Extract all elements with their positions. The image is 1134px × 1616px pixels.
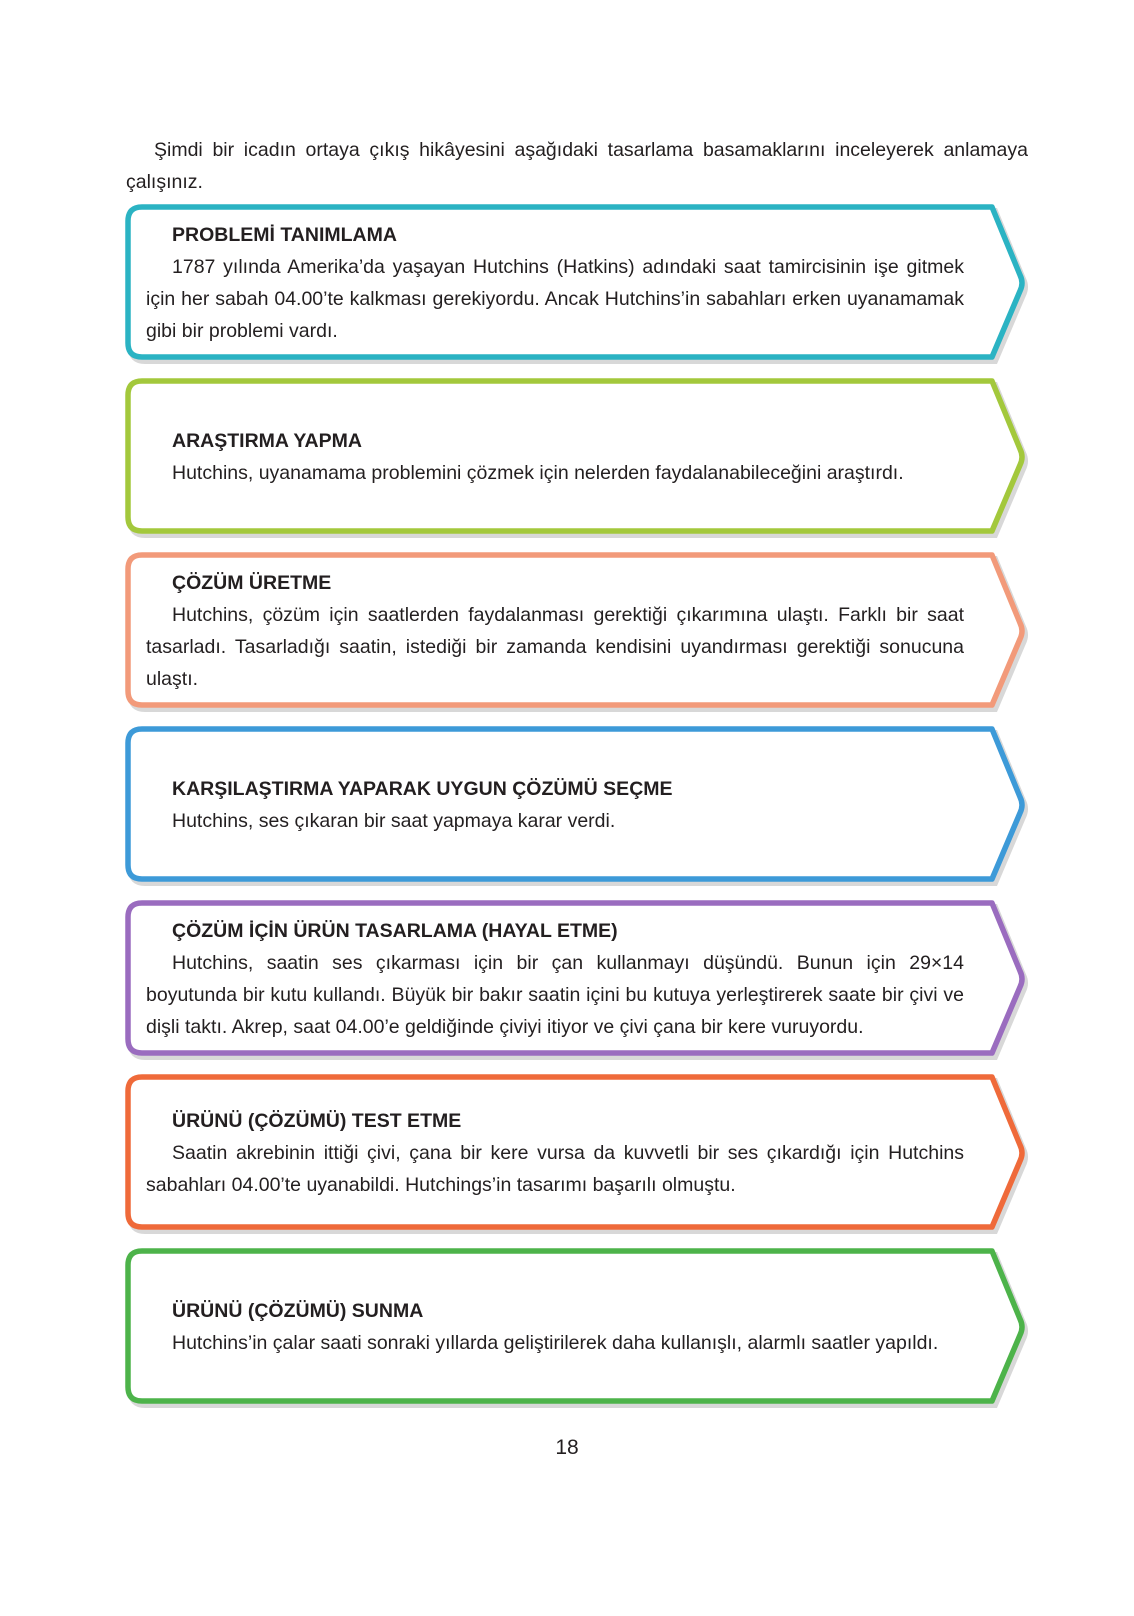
step-body: 1787 yılında Amerika’da yaşayan Hutchins (Hatkins) adındaki saat tamircisinin işe gitmek için her sabah 04.00’te kalkması gerekiyordu. Ancak Hutchins’in sabahları erken uyanamamak gibi bir problemi vardı. <box>146 256 964 342</box>
intro-paragraph: Şimdi bir icadın ortaya çıkış hikâyesini aşağıdaki tasarlama basamaklarını inceleyerek anlamaya çalışınız. <box>126 139 1028 193</box>
step-body: Hutchins, uyanamama problemini çözmek için nelerden faydalanabileceğini araştırdı. <box>172 462 904 484</box>
step-title: ARAŞTIRMA YAPMA <box>172 430 362 452</box>
page-number: 18 <box>555 1436 579 1459</box>
step-box-present <box>124 1247 1030 1407</box>
step-title: ÇÖZÜM İÇİN ÜRÜN TASARLAMA (HAYAL ETME) <box>172 920 618 942</box>
step-title: PROBLEMİ TANIMLAMA <box>172 224 397 246</box>
step-body: Hutchins’in çalar saati sonraki yıllarda geliştirilerek daha kullanışlı, alarmlı saatler yapıldı. <box>172 1332 939 1354</box>
step-title: ÜRÜNÜ (ÇÖZÜMÜ) SUNMA <box>172 1300 424 1322</box>
step-body: Hutchins, saatin ses çıkarması için bir çan kullanmayı düşündü. Bunun için 29×14 boyutunda bir kutu kullandı. Büyük bir bakır saatin içini bu kutuya yerleştirerek saate bir çivi ve dişli taktı. Akrep, saat 04.00’e geldiğinde çiviyi itiyor ve çivi çana bir kere vuruyordu. <box>146 952 964 1038</box>
step-title: ÜRÜNÜ (ÇÖZÜMÜ) TEST ETME <box>172 1110 462 1132</box>
step-box-test <box>124 1073 1030 1233</box>
step-box-research <box>124 377 1030 537</box>
step-body: Hutchins, çözüm için saatlerden faydalanması gerektiği çıkarımına ulaştı. Farklı bir saat tasarladı. Tasarladığı saatin, istediği bir zamanda kendisini uyandırması gerektiği sonucuna ulaştı. <box>146 604 964 690</box>
step-title: ÇÖZÜM ÜRETME <box>172 572 332 594</box>
step-box-problem-definition <box>124 203 1030 363</box>
step-body: Hutchins, ses çıkaran bir saat yapmaya karar verdi. <box>172 810 616 832</box>
step-body: Saatin akrebinin ittiği çivi, çana bir kere vursa da kuvvetli bir ses çıkardığı için Hutchins sabahları 04.00’te uyanabildi. Hutchings’in tasarımı başarılı olmuştu. <box>146 1142 964 1196</box>
step-box-solution-generation <box>124 551 1030 711</box>
step-box-product-design <box>124 899 1030 1059</box>
step-title: KARŞILAŞTIRMA YAPARAK UYGUN ÇÖZÜMÜ SEÇME <box>172 778 673 800</box>
step-box-choose-solution <box>124 725 1030 885</box>
